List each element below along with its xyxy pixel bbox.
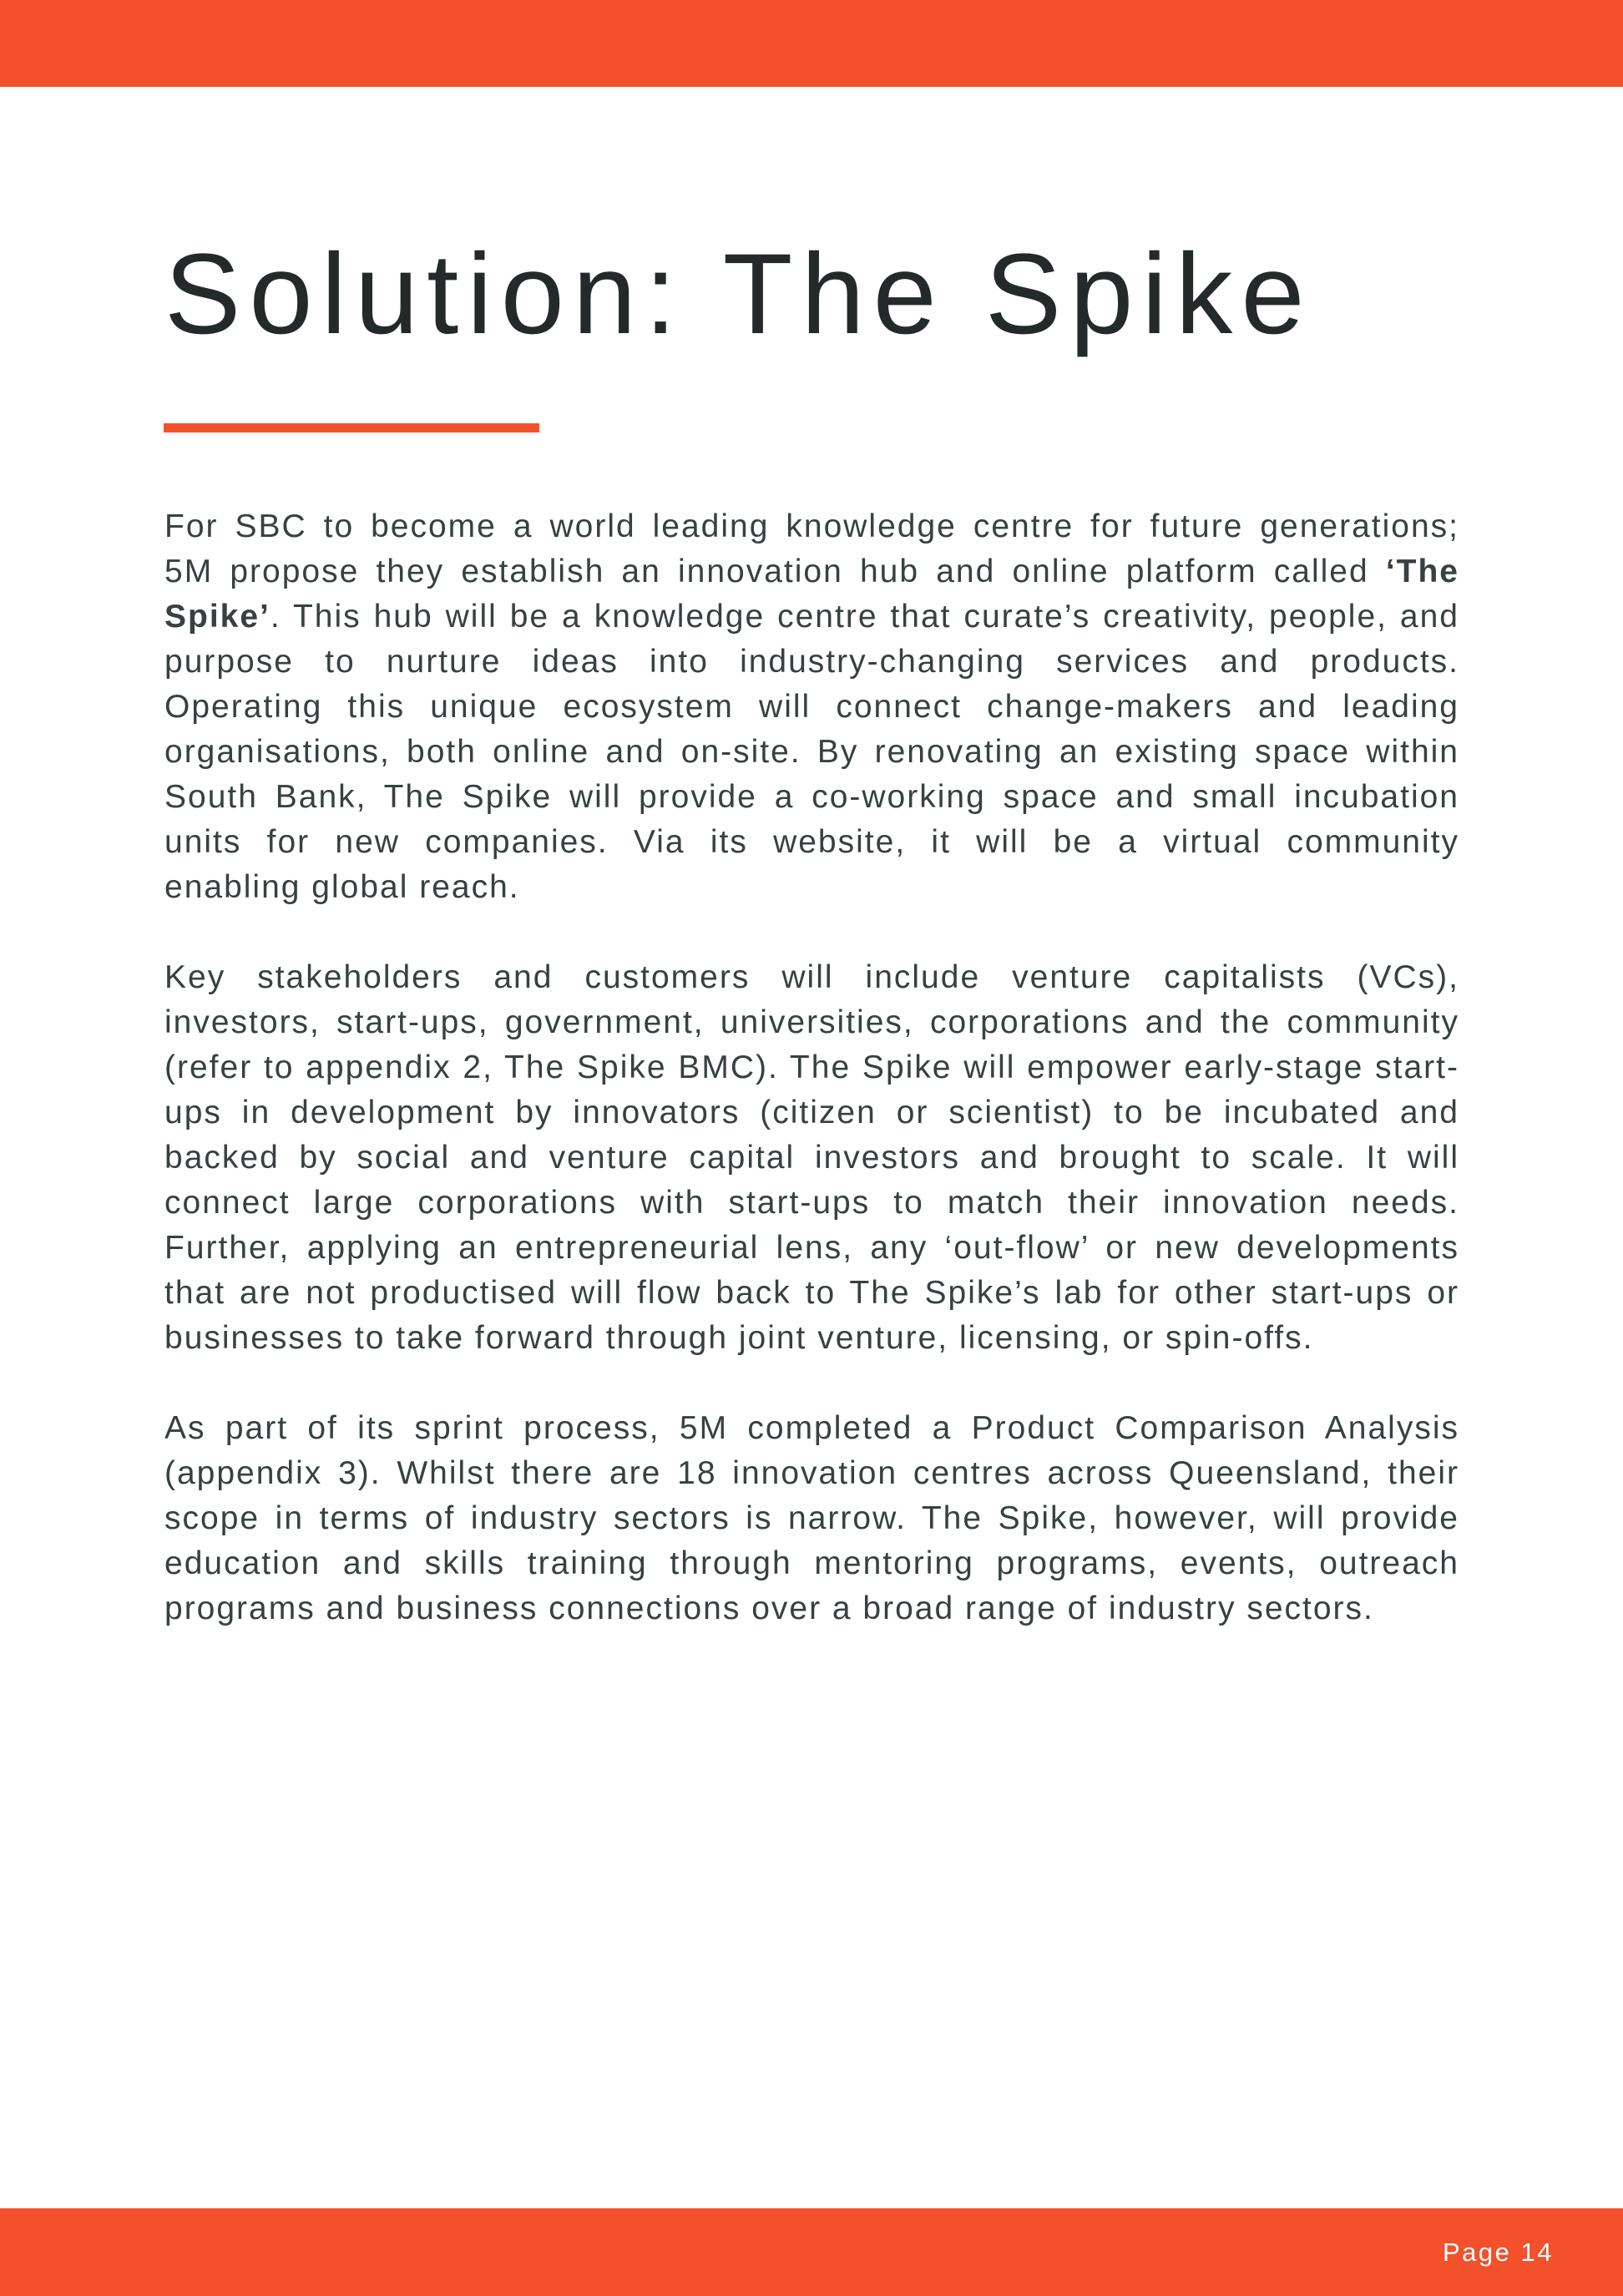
- body-text: [164, 504, 1459, 1631]
- text-segment: As part of its sprint process, 5M completed a Product Comparison Analysis: [164, 1410, 1459, 1446]
- page-title: Solution: The Spike: [164, 230, 1313, 358]
- text-line: [164, 1541, 1459, 1586]
- text-line: [164, 1406, 1459, 1451]
- text-line: [164, 1226, 1459, 1271]
- text-segment: organisations, both online and on-site. By renovating an existing space within: [164, 734, 1459, 770]
- text-line: [164, 1181, 1459, 1226]
- text-segment: units for new companies. Via its website, it will be a virtual community: [164, 824, 1459, 860]
- text-line: [164, 640, 1459, 685]
- text-segment: backed by social and venture capital investors and brought to scale. It will: [164, 1140, 1459, 1176]
- text-segment: programs and business connections over a broad range of industry sectors.: [164, 1591, 1374, 1626]
- text-segment: Operating this unique ecosystem will connect change-makers and leading: [164, 689, 1459, 725]
- text-segment: that are not productised will flow back to The Spike’s lab for other start-ups or: [164, 1275, 1459, 1311]
- paragraph: [164, 955, 1459, 1361]
- text-segment: (refer to appendix 2, The Spike BMC). The Spike will empower early-stage start-: [164, 1049, 1459, 1085]
- text-segment: ups in development by innovators (citizen or scientist) to be incubated and: [164, 1095, 1459, 1130]
- text-segment: South Bank, The Spike will provide a co-working space and small incubation: [164, 779, 1459, 815]
- text-line: [164, 1045, 1459, 1090]
- text-segment: businesses to take forward through joint venture, licensing, or spin-offs.: [164, 1320, 1314, 1356]
- bold-text-segment: ‘The: [1385, 554, 1459, 589]
- text-line: [164, 549, 1459, 594]
- text-segment: 5M propose they establish an innovation hub and online platform called: [164, 554, 1386, 589]
- text-line: [164, 1496, 1459, 1541]
- text-segment: scope in terms of industry sectors is narrow. The Spike, however, will provide: [164, 1500, 1459, 1536]
- text-segment: education and skills training through mentoring programs, events, outreach: [164, 1545, 1459, 1581]
- text-line: [164, 1451, 1459, 1496]
- text-line: [164, 594, 1459, 640]
- text-line: [164, 504, 1459, 549]
- text-line: [164, 1271, 1459, 1316]
- text-line: [164, 775, 1459, 820]
- top-accent-bar: [0, 0, 1623, 87]
- title-underline-divider: [164, 423, 539, 432]
- text-line: [164, 955, 1459, 1000]
- text-line: [164, 1586, 1459, 1631]
- paragraph: [164, 504, 1459, 910]
- text-line: [164, 1135, 1459, 1181]
- text-segment: investors, start-ups, government, universities, corporations and the community: [164, 1004, 1459, 1040]
- text-line: [164, 1000, 1459, 1045]
- text-segment: Key stakeholders and customers will include venture capitalists (VCs),: [164, 959, 1459, 995]
- page-number-label: Page 14: [1443, 2238, 1554, 2267]
- text-line: [164, 820, 1459, 865]
- text-segment: purpose to nurture ideas into industry-changing services and products.: [164, 644, 1459, 680]
- text-line: [164, 1316, 1459, 1361]
- text-line: [164, 865, 1459, 910]
- bottom-accent-bar: [0, 2208, 1623, 2296]
- paragraph: [164, 1406, 1459, 1631]
- text-segment: connect large corporations with start-ups to match their innovation needs.: [164, 1185, 1459, 1221]
- text-line: [164, 1090, 1459, 1135]
- text-line: [164, 685, 1459, 730]
- bold-text-segment: Spike’: [164, 599, 270, 635]
- text-segment: (appendix 3). Whilst there are 18 innovation centres across Queensland, their: [164, 1455, 1459, 1491]
- text-segment: . This hub will be a knowledge centre that curate’s creativity, people, and: [270, 599, 1459, 635]
- text-segment: For SBC to become a world leading knowledge centre for future generations;: [164, 508, 1459, 544]
- text-line: [164, 730, 1459, 775]
- text-segment: enabling global reach.: [164, 869, 520, 905]
- text-segment: Further, applying an entrepreneurial lens, any ‘out-flow’ or new developments: [164, 1230, 1459, 1266]
